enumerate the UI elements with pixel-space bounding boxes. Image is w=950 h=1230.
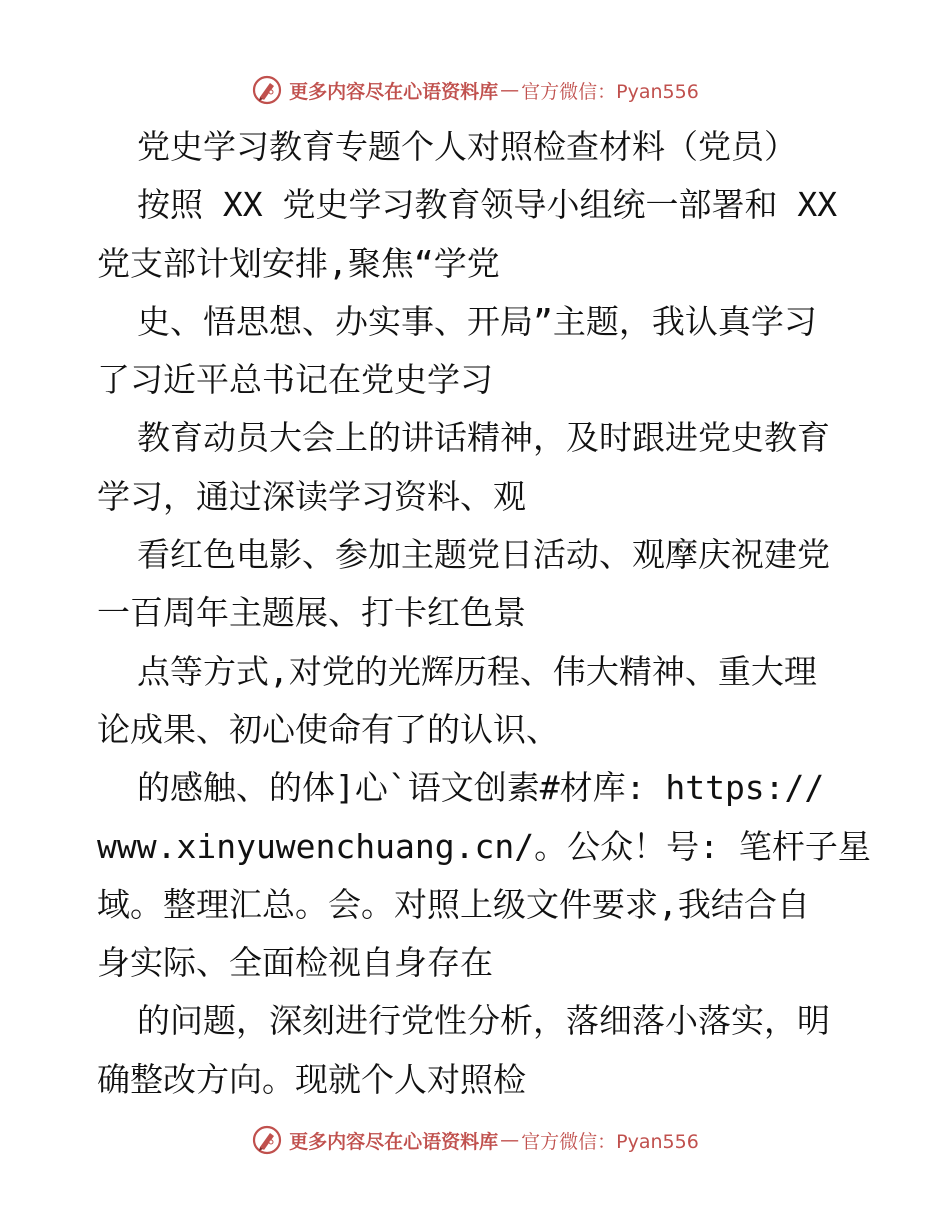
body-line: 看红色电影、参加主题党日活动、观摩庆祝建党 xyxy=(137,535,830,575)
footer-wechat-text: 官方微信：Pyan556 xyxy=(521,1130,699,1153)
footer-brand-text: 更多内容尽在心语资料库 xyxy=(289,1130,499,1153)
body-line: 域。整理汇总。会。对照上级文件要求,我结合自 xyxy=(97,884,810,924)
body-line: 点等方式,对党的光辉历程、伟大精神、重大理 xyxy=(137,651,817,691)
header-banner[interactable] xyxy=(0,70,950,110)
pen-circle-icon xyxy=(251,1124,283,1156)
body-line: 论成果、初心使命有了的认识、 xyxy=(97,709,559,749)
header-dash: — xyxy=(500,79,520,101)
body-line: 教育动员大会上的讲话精神，及时跟进党史教育 xyxy=(137,418,830,458)
body-line: 一百周年主题展、打卡红色景 xyxy=(97,593,526,633)
footer-banner[interactable] xyxy=(0,1120,950,1160)
footer-dash: — xyxy=(500,1129,520,1151)
document-title: 党史学习教育专题个人对照检查材料（党员） xyxy=(137,127,797,166)
body-line: 确整改方向。现就个人对照检 xyxy=(97,1059,526,1099)
body-line: 史、悟思想、办实事、开局”主题，我认真学习 xyxy=(137,301,817,341)
header-brand-text: 更多内容尽在心语资料库 xyxy=(289,80,499,103)
body-line: 学习，通过深读学习资料、观 xyxy=(97,476,526,516)
body-line: 党支部计划安排,聚焦“学党 xyxy=(97,243,500,283)
body-line: 身实际、全面检视自身存在 xyxy=(97,943,493,983)
body-line: 的感触、的体]心`语文创素#材库: https:// xyxy=(137,768,825,808)
document-body xyxy=(97,118,871,1109)
body-line: 按照 XX 党史学习教育领导小组统一部署和 XX xyxy=(137,185,838,225)
body-line: www.xinyuwenchuang.cn/。公众！号: 笔杆子星 xyxy=(97,826,871,866)
body-line: 了习近平总书记在党史学习 xyxy=(97,360,493,400)
body-line: 的问题，深刻进行党性分析，落细落小落实，明 xyxy=(137,1001,830,1041)
header-wechat-text: 官方微信：Pyan556 xyxy=(521,80,699,103)
pen-circle-icon xyxy=(251,74,283,106)
